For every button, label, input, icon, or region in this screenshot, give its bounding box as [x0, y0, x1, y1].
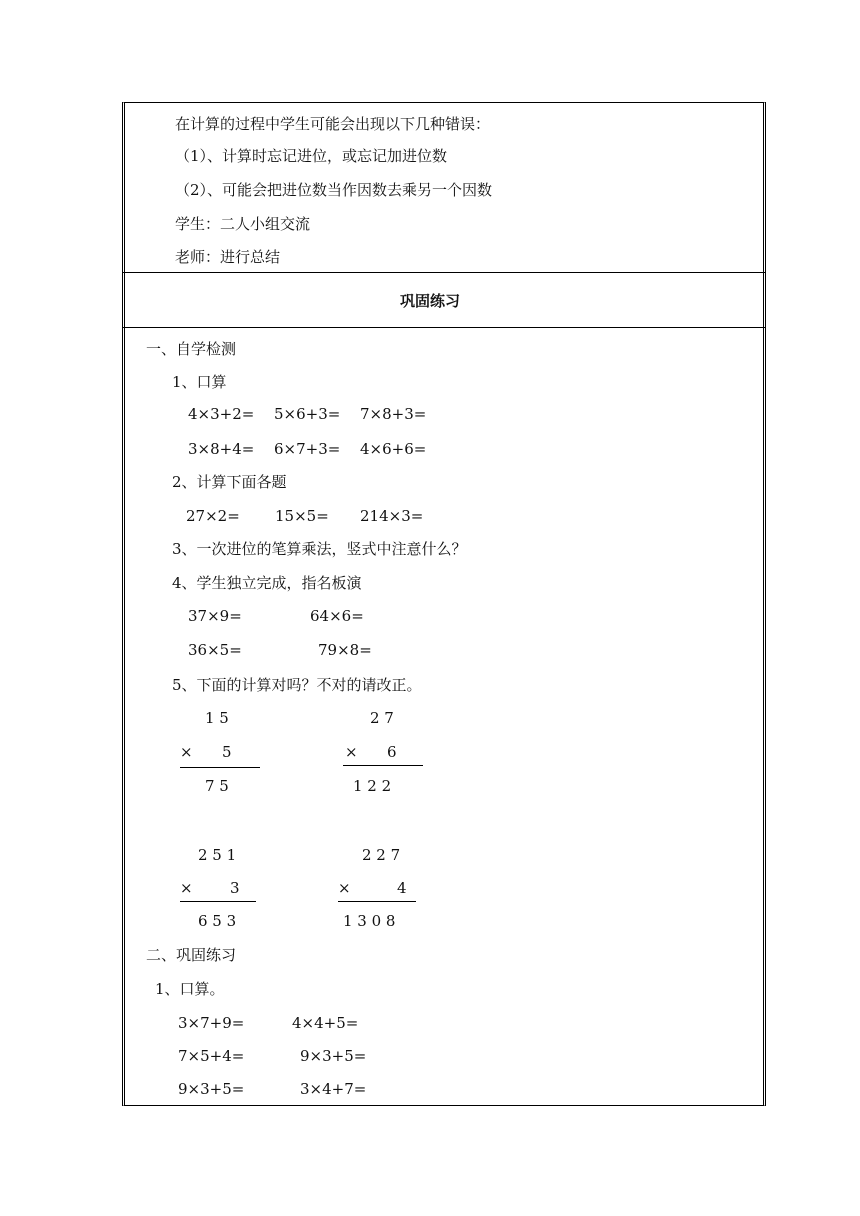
part2-expr: 3×4+7= — [300, 1080, 367, 1098]
student-activity: 学生：二人小组交流 — [175, 215, 311, 233]
q4-expr: 64×6= — [310, 607, 364, 625]
vertical-rule — [338, 901, 416, 902]
q2-label: 2、计算下面各题 — [172, 473, 287, 491]
multiply-sign: × — [345, 743, 358, 761]
vertical-top: 2 5 1 — [198, 846, 237, 864]
q2-expr: 27×2= — [186, 507, 240, 525]
teacher-activity: 老师：进行总结 — [175, 248, 281, 266]
vertical-result: 1 2 2 — [353, 777, 392, 795]
row-divider-bottom — [122, 327, 766, 328]
part2-expr: 9×3+5= — [300, 1047, 367, 1065]
vertical-result: 6 5 3 — [198, 912, 237, 930]
vertical-bottom: 3 — [230, 879, 240, 897]
vertical-result: 1 3 0 8 — [343, 912, 396, 930]
q1-expr: 4×3+2= — [188, 405, 255, 423]
vertical-bottom: 5 — [222, 743, 232, 761]
multiply-sign: × — [180, 743, 193, 761]
section-title: 巩固练习 — [399, 292, 460, 310]
q4-expr: 79×8= — [318, 641, 372, 659]
vertical-result: 7 5 — [205, 777, 229, 795]
vertical-bottom: 6 — [387, 743, 397, 761]
q1-expr: 4×6+6= — [360, 440, 427, 458]
part2-expr: 3×7+9= — [178, 1014, 245, 1032]
multiply-sign: × — [180, 879, 193, 897]
error-item-1: （1）、计算时忘记进位，或忘记加进位数 — [175, 147, 448, 165]
vertical-rule — [180, 767, 260, 768]
vertical-rule — [180, 901, 256, 902]
vertical-bottom: 4 — [397, 879, 407, 897]
q1-expr: 5×6+3= — [274, 405, 341, 423]
part1-heading: 一、自学检测 — [146, 340, 237, 358]
q1-expr: 7×8+3= — [360, 405, 427, 423]
q2-expr: 15×5= — [275, 507, 329, 525]
vertical-top: 2 7 — [370, 709, 394, 727]
q1-label: 1、口算 — [172, 373, 227, 391]
q2-expr: 214×3= — [360, 507, 424, 525]
q1-expr: 3×8+4= — [188, 440, 255, 458]
q4-expr: 37×9= — [188, 607, 242, 625]
error-item-2: （2）、可能会把进位数当作因数去乘另一个因数 — [175, 181, 493, 199]
vertical-top: 1 5 — [205, 709, 229, 727]
multiply-sign: × — [338, 879, 351, 897]
part2-expr: 9×3+5= — [178, 1080, 245, 1098]
q1-expr: 6×7+3= — [274, 440, 341, 458]
part2-heading: 二、巩固练习 — [146, 946, 237, 964]
part2-expr: 7×5+4= — [178, 1047, 245, 1065]
q3-label: 3、一次进位的笔算乘法，竖式中注意什么？ — [172, 540, 467, 558]
q4-label: 4、学生独立完成，指名板演 — [172, 574, 362, 592]
vertical-top: 2 2 7 — [362, 846, 401, 864]
vertical-rule — [343, 765, 423, 766]
part2-expr: 4×4+5= — [292, 1014, 359, 1032]
part2-q1-label: 1、口算。 — [155, 980, 225, 998]
intro-text: 在计算的过程中学生可能会出现以下几种错误： — [175, 115, 491, 133]
q4-expr: 36×5= — [188, 641, 242, 659]
row-divider-top — [122, 272, 766, 273]
q5-label: 5、下面的计算对吗？不对的请改正。 — [172, 676, 422, 694]
